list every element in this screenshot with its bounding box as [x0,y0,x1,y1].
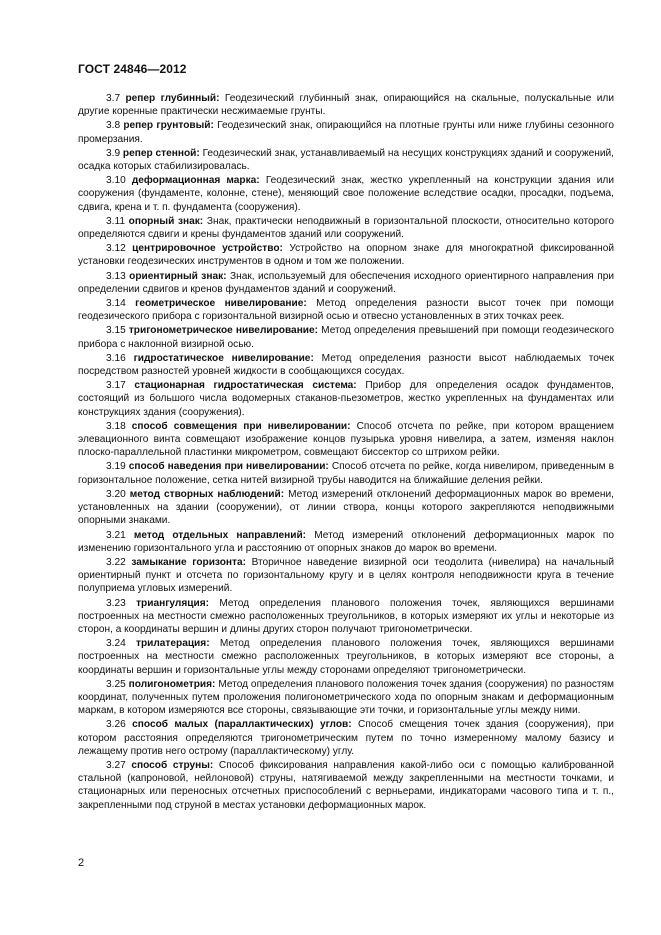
definitions-list [78,92,614,813]
definition-text: Знак, практически неподвижный в горизонтальной плоскости, относительно которого определяются сдвиги и крены фундаментов зданий или сооружений. [78,215,614,241]
definition-text: Метод определения превышений при помощи геодезического прибора с наклонной визирной осью. [78,325,614,350]
definition-item [78,92,614,118]
definition-number: 3.9 [106,147,121,159]
definition-term: репер стенной: [122,147,200,159]
definition-number: 3.17 [106,380,126,392]
definition-item [78,759,614,812]
definition-term: способ совмещения при нивелировании: [131,420,351,432]
definition-text: Метод измерений отклонений деформационных марок во времени, установленных на здании (сооружении), от линии створа, концы которого закрепляются неподвижными опорными знаками. [78,488,614,527]
definition-item [78,352,614,378]
definition-number: 3.20 [106,488,126,500]
definition-item [78,420,614,460]
definition-term: репер грунтовый: [123,120,214,132]
document-header: ГОСТ 24846—2012 [78,62,187,76]
definition-item [78,324,614,350]
definition-text: Геодезический знак, жестко укрепленный на конструкции здания или сооружения (фундаменте, колонне, стене), меняющий свое положение вследствие осадки, просадки, подъема, сдвига, крена и т. п. фундамента (сооружения). [78,175,614,213]
definition-term: замыкание горизонта: [131,556,246,568]
definition-text: Прибор для определения осадок фундаментов, состоящий из большого числа водомерных стаканов-пьезометров, жестко укрепленных на фундаментах или конструкциях здания (сооружения). [78,380,614,418]
definition-number: 3.23 [106,597,126,609]
definition-term: геометрическое нивелирование: [135,298,307,310]
definition-term: ориентирный знак: [129,270,227,282]
definition-text: Способ смещения точек здания (сооружения), при котором расстояния определяются тригонометрическим путем по точно измеренному малому базису и лежащему против него острому (параллактическому) углу. [78,719,614,757]
definition-text: Метод измерений отклонений деформационных марок по изменению горизонтального угла и расстоянию от опорных знаков до марок во времени. [78,529,614,554]
definition-number: 3.27 [106,759,126,771]
definition-number: 3.13 [106,270,126,282]
definition-number: 3.7 [106,93,121,104]
definition-item [78,488,614,528]
definition-number: 3.25 [106,678,126,690]
definition-term: способ струны: [131,759,214,771]
page-number: 2 [78,857,85,869]
definition-text: Метод определения разности высот точек при помощи геодезического прибора с горизонтальной визирной осью и отвесно установленных в этих точках реек. [78,298,614,323]
definition-number: 3.18 [106,420,126,432]
definition-text: Знак, используемый для обеспечения исходного ориентирного направления при определении сдвигов и кренов фундаментов зданий и сооружений. [78,270,614,295]
definition-number: 3.15 [106,325,126,337]
definition-number: 3.10 [106,175,126,187]
definition-term: тригонометрическое нивелирование: [128,325,319,337]
definition-term: метод створных наблюдений: [129,488,285,500]
definition-text: Метод определения планового положения точек здания (сооружения) по разностям координат, полученных путем проложения полигонометрического хода по опорным знакам и деформационным маркам, в котором измеряются все стороны, связывающие эти точки, и горизонтальные углы между ними. [78,678,614,717]
definition-term: центрировочное устройство: [132,243,283,255]
definition-text: Геодезический знак, опирающийся на плотные грунты или ниже глубины сезонного промерзания. [78,120,614,145]
definition-number: 3.11 [106,215,125,227]
definition-item [78,297,614,323]
definition-item [78,597,614,637]
definition-item [78,119,614,145]
definition-number: 3.24 [106,638,126,650]
definition-number: 3.19 [106,461,126,473]
definition-number: 3.22 [106,556,126,568]
definition-number: 3.26 [106,719,126,731]
definition-item [78,718,614,758]
definition-text: Метод определения разности высот наблюдаемых точек посредством разностей уровней жидкости в сообщающихся сосудах. [78,352,614,378]
definition-item [78,242,614,268]
definition-text: Метод определения планового положения точек, являющихся вершинами построенных на местности смежно расположенных треугольников, в которых измеряют все стороны, а координаты вершин и горизонтальные углы между сторонами определяют тригонометрически. [78,638,614,676]
definition-term: репер глубинный: [125,93,220,104]
definition-item [78,147,614,173]
definition-text: Устройство на опорном знаке для многократной фиксированной установки геодезических инструментов в одном и том же положении. [78,243,614,268]
definition-item [78,460,614,486]
definition-text: Вторичное наведение визирной оси теодолита (нивелира) на начальный ориентирный пункт и отсчета по горизонтальному кругу и в целях контроля неподвижности круга в течение полуприема угловых измерений. [78,556,614,595]
definition-item [78,637,614,677]
definition-term: метод отдельных направлений: [133,529,307,541]
definition-item [78,174,614,214]
definition-term: трилатерация: [136,638,210,650]
definition-term: опорный знак: [128,215,204,227]
definition-number: 3.16 [106,352,126,364]
definition-item [78,678,614,718]
definition-term: полигонометрия: [128,678,216,690]
definition-text: Способ фиксирования направления какой-либо оси с помощью калиброванной стальной (капроновой, нейлоновой) струны, натягиваемой между закрепленными на местности точками, и стационарных или переносных отсчетных приспособлений с верньерами, индикаторами часового типа и т. п., закрепленными под струной в местах установки деформационных марок. [78,759,614,811]
definition-number: 3.21 [106,529,126,541]
definition-item [78,556,614,596]
definition-item [78,529,614,555]
definition-text: Метод определения планового положения точек, являющихся вершинами построенных на местности смежно расположенных треугольников, в которых измеряют их углы и некоторые из сторон, а координаты вершин и длины других сторон получают тригонометрически. [78,597,614,635]
definition-term: гидростатическое нивелирование: [133,352,314,364]
definition-number: 3.8 [106,120,121,132]
definition-number: 3.12 [106,243,126,255]
definition-term: деформационная марка: [131,175,260,187]
definition-text: Геодезический знак, устанавливаемый на несущих конструкциях зданий и сооружений, осадка которых стабилизировалась. [78,147,614,173]
definition-term: способ наведения при нивелировании: [128,461,329,473]
definition-term: способ малых (параллактических) углов: [132,719,352,731]
definition-term: триангуляция: [136,597,209,609]
definition-item [78,215,614,241]
definition-term: стационарная гидростатическая система: [134,380,357,392]
definition-item [78,270,614,296]
definition-number: 3.14 [106,298,126,310]
definition-item [78,379,614,419]
definition-text: Способ отсчета по рейке, когда нивелиром, приведенным в горизонтальное положение, сетка нитей визирной трубы наводится на ближайшие деления рейки. [78,461,614,486]
definition-text: Способ отсчета по рейке, при котором вращением элевационного винта совмещают изображение концов пузырька уровня нивелира, а затем, изменяя наклон плоско-параллельной пластинки микрометром, совмещают биссектор со штрихом рейки. [78,420,614,459]
definition-text: Геодезический глубинный знак, опирающийся на скальные, полускальные или другие коренные практически несжимаемые грунты. [78,93,614,118]
